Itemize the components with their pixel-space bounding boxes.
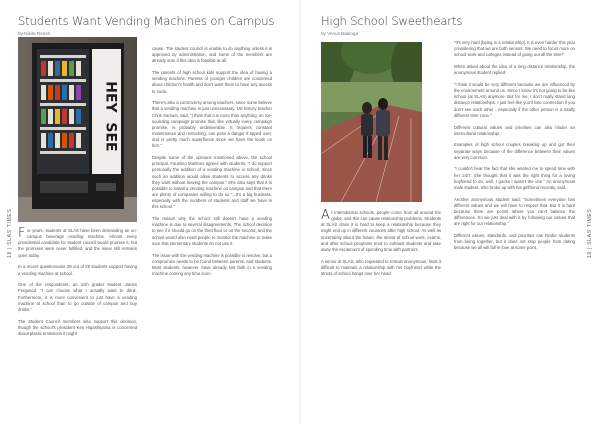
paragraph: Different cultural values and priorities can also hinder an intercultural relationship. xyxy=(454,124,575,136)
paragraph: "I couldn't bear the fact that she wanted me to spend time with her 24/7. She thought that it was the right thing for a loving boyfriend to do, well, I guess I wasn't the one." An anonymous male student, who broke up with his girlfriend recently, said. xyxy=(454,166,575,190)
page-folio: 18 | SLAS TIMES xyxy=(7,208,13,258)
paragraph: Examples of high school couples breaking up and got their separate ways because of the difference between their values are very common. xyxy=(454,142,575,160)
left-page xyxy=(0,0,299,424)
paragraph: Another anonymous student said: "Sometimes everyone has different values and we will have to respect that. But it is hard because there are points where you can't balance the differences. So we just deal with it by following our values that are right for our relationship." xyxy=(454,196,575,227)
article-byline: by Venus Babinga xyxy=(321,31,359,36)
article-column-2 xyxy=(454,40,575,257)
paragraph: When asked about the idea of a long distance relationship, the anonymous student replied: xyxy=(454,64,575,76)
article-column-1 xyxy=(321,210,441,283)
couple-walking-illustration xyxy=(321,42,422,202)
paragraph: The reason why the school still doesn't have a vending machine is due to several disagreements. The school decision to see if it should go on the third floor or on the second, and the school would also need people to monitor the machine to make sure that elementary students do not use it. xyxy=(152,216,272,246)
couple-walking-photo xyxy=(321,42,422,202)
article-column-1 xyxy=(18,228,137,343)
right-page xyxy=(301,0,600,424)
article-headline: Students Want Vending Machines on Campus xyxy=(18,14,275,28)
paragraph: The parents of high school kids support the idea of having a vending machine. Parents of younger children are concerned about children's health and don't want them to have any access to soda. xyxy=(152,70,272,94)
machine-panel-text-top: HEY xyxy=(102,81,119,113)
paragraph: At international schools, people come from all around the globe, and this can cause relationship problems. Students at SLAS claim it is hard to keep a relationship because they might end up in different countries after high school. As well as uncertainty about the future, the stress of school work, exams, and after school programs tend to exhaust students and take away the excitement of spending time with partners. xyxy=(321,208,441,252)
paragraph: "I think it would be very different because we are influenced by the environment around us. Since I know it's not going to be like school (at SLAS) anymore. But for me, I don't really stand long distance relationships. I just feel like you'll lose connection if you don't see each other - especially if the other person is a totally different time zone." xyxy=(454,81,575,118)
paragraph: Despite some of the opinions mentioned above, the school principal, Faustino Martinez agrees with students, "I do support personally the addition of a vending machine in school, since such an addition would allow students to access any drinks they want without leaving the campus." She also says that it is possible to install a vending machine on campus and that there are plenty of companies willing to do so "...It's a big business, especially with the numbers of students and staff we have in this school." xyxy=(152,155,272,210)
machine-panel-text-bottom: SEE xyxy=(102,122,119,152)
vending-machine-photo xyxy=(18,37,137,222)
paragraph: cause. The student council is unable to do anything unless it is approved by administration, and some of the members are already sure if this idea is feasible at all. xyxy=(152,46,272,64)
paragraph: There's also a controversy among teachers, since some believe that a vending machine is just unnecessary. US history teacher Chris Samuel, said, "I think that it is more than anything, an Ice-sounding campaign promise that, like virtually every campaign promise, is probably undeliverable. It requires constant maintenance and restocking, can pose a danger if tipped over, and is pretty much superfluous since we have the kiosk on fern." xyxy=(152,100,272,149)
article-headline: High School Sweethearts xyxy=(321,14,463,28)
paragraph: Different values, standards, and priorities can hinder students from being together, but it does not stop people from dating because we all will fall in love at some point. xyxy=(454,233,575,251)
page-folio: 19 | SLAS TIMES xyxy=(587,208,593,258)
article-byline: by Nikita Reesh xyxy=(18,31,51,36)
paragraph: A senior at SLAS, who requested to remain anonymous, finds it difficult to maintain a relationship with her boyfriend while the stress of school hangs over her head. xyxy=(321,258,441,276)
paragraph: "It's very hard [being in a relationship]. It is even harder this year considering that we are both seniors. We need to focus more on school work and colleges instead of going out all the time!" xyxy=(454,40,575,58)
paragraph: In a recent questionnaire 28 out of 29 students support having a vending machine at school. xyxy=(18,264,137,276)
paragraph: The Student Council members also support this decision, though the school's president Ken Higashiyama is concerned about plastic emissions it might xyxy=(18,318,137,336)
paragraph: The issue with the vending machine is possible to resolve, but a compromise needs to be found between parents, and students. Most students, however, have already lost faith in a vending machine coming any time soon. xyxy=(152,252,273,276)
vending-machine-illustration xyxy=(18,37,137,222)
article-column-2 xyxy=(152,46,272,283)
paragraph: One of the respondents, an 11th grader student James Fergusod, "I can choose what I actually want to drink. Furthermore, it is more convenient to just have a vending machine at school than to go outside of campus and buy drinks." xyxy=(18,282,137,312)
paragraph: For years, students at SLAS have been demanding an on-campus beverage vending machine. Almost every presidential candidate for student council would promise it, but the promises were never fulfilled, and the issue still remains open today. xyxy=(18,226,137,258)
